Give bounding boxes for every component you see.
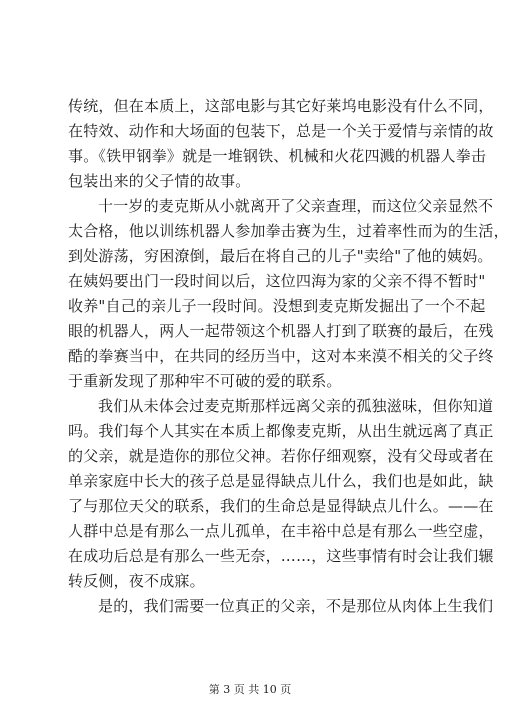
text-line: 包装出来的父子情的故事。 — [68, 172, 251, 190]
text-line: 了与那位天父的联系，我们的生命总是显得缺点儿什么。——在 — [68, 497, 494, 515]
text-line: 传统，但在本质上，这部电影与其它好莱坞电影没有什么不同， — [68, 97, 494, 115]
text-line: 眼的机器人，两人一起带领这个机器人打到了联赛的最后，在残 — [68, 322, 494, 340]
text-line: 人群中总是有那么一点儿孤单，在丰裕中总是有那么一些空虚， — [68, 522, 494, 540]
text-line: 在成功后总是有那么一些无奈，……，这些事情有时会让我们辗 — [68, 547, 494, 565]
paragraph-first-line: 我们从未体会过麦克斯那样远离父亲的孤独滋味，但你知道 — [98, 397, 494, 415]
text-line: 单亲家庭中长大的孩子总是显得缺点儿什么，我们也是如此，缺 — [68, 472, 494, 490]
body-text — [68, 94, 509, 619]
text-line: 在特效、动作和大场面的包装下，总是一个关于爱情与亲情的故 — [68, 122, 494, 140]
text-line: 的父亲，就是造你的那位父神。若你仔细观察，没有父母或者在 — [68, 447, 494, 465]
text-line: 酷的拳赛当中，在共同的经历当中，这对本来漠不相关的父子终 — [68, 347, 494, 365]
paragraph-first-line: 十一岁的麦克斯从小就离开了父亲查理，而这位父亲显然不 — [98, 197, 494, 215]
paragraph-first-line: 是的，我们需要一位真正的父亲，不是那位从肉体上生我们 — [98, 597, 494, 615]
page-footer: 第 3 页 共 10 页 — [208, 683, 292, 696]
text-line: 事。《铁甲钢拳》就是一堆钢铁、机械和火花四溅的机器人拳击 — [68, 147, 487, 165]
text-line: 于重新发现了那种牢不可破的爱的联系。 — [68, 372, 342, 390]
text-line: 在姨妈要出门一段时间以后，这位四海为家的父亲不得不暂时" — [68, 272, 486, 290]
text-line: 到处游荡，穷困潦倒，最后在将自己的儿子"卖给"了他的姨妈。 — [68, 247, 493, 265]
text-line: 收养"自己的亲儿子一段时间。没想到麦克斯发掘出了一个不起 — [68, 297, 486, 315]
text-line: 转反侧，夜不成寐。 — [68, 572, 205, 590]
text-line: 吗。我们每个人其实在本质上都像麦克斯，从出生就远离了真正 — [68, 422, 494, 440]
text-line: 太合格，他以训练机器人参加拳击赛为生，过着率性而为的生活， — [68, 222, 509, 240]
